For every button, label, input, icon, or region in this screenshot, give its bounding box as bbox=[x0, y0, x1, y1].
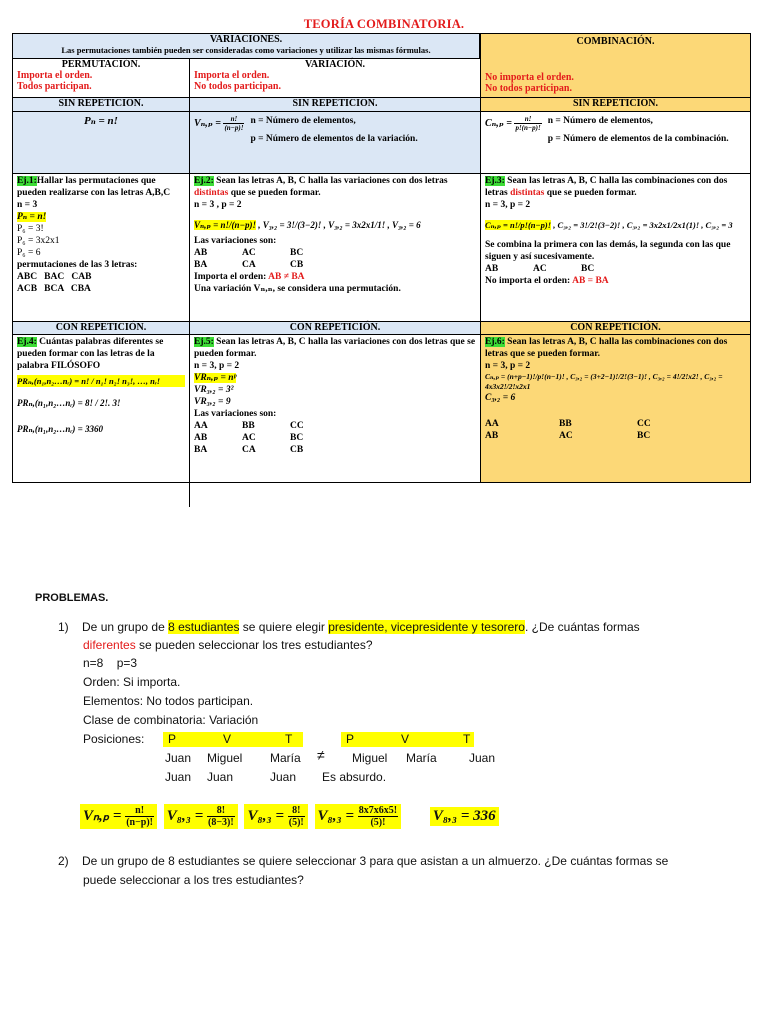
p1-r1-l1: Miguel bbox=[207, 751, 243, 765]
p1-formula-row: Vₙ,ₚ = $\frac{n!}{(n-p)!}$ V₈,₃ = $\frac{8!}{(8-3)!}$ V₈,₃ = $\frac{8!}{(5)!}$ V₈,₃ = $\frac{8x7x6x5!}{(5)!}$ V₈,₃ = 336 bbox=[80, 804, 502, 829]
page-title: TEORÍA COMBINATORIA. bbox=[303, 17, 465, 31]
p2-l2: puede seleccionar a los tres estudiantes? bbox=[83, 873, 304, 887]
ej6-r1-2: CC bbox=[637, 419, 651, 429]
ej3-orden-a: No importa el orden: bbox=[485, 276, 573, 286]
ej1-cell bbox=[13, 174, 189, 322]
con-rep-head-3: CON REPETICIÓN. bbox=[481, 322, 750, 335]
p1-c: . ¿De cuántas formas bbox=[524, 620, 640, 634]
ej2-r1-2: BC bbox=[290, 248, 304, 258]
p2-line1 bbox=[58, 854, 668, 869]
ej6-cell bbox=[481, 335, 750, 482]
ej4-formula3: PRₙ,(n₁,n₂…nᵣ) = 3360 bbox=[17, 424, 104, 434]
p1-r2-l2: Juan bbox=[270, 770, 297, 784]
ej5-f2: VR₃,₂ = 3² bbox=[194, 385, 234, 395]
formula-comb-frac bbox=[514, 115, 541, 132]
formula-comb-cell bbox=[481, 112, 750, 174]
formula-perm-cell bbox=[13, 112, 189, 174]
ej3-text-b: que se pueden formar. bbox=[544, 188, 637, 198]
ej1-l2: P₆ = 3x2x1 bbox=[17, 236, 60, 246]
p1-pvt-left-t: T bbox=[285, 732, 293, 746]
ej3-r1-2: BC bbox=[581, 264, 595, 274]
ej6-np: n = 3, p = 2 bbox=[485, 361, 531, 371]
p1-r2-l1: Juan bbox=[207, 770, 234, 784]
p1-clase: Clase de combinatoria: Variación bbox=[83, 713, 259, 727]
ej3-r1-1: AC bbox=[533, 264, 547, 274]
ej3-tag: Ej.3: bbox=[485, 176, 505, 186]
ej4-formula1: PRₙ,(n₁,n₂…nᵣ) = n! / n₁! n₂! n₃!, …, nᵣ! bbox=[17, 375, 185, 387]
variacion-head: VARIACIÓN. bbox=[304, 59, 366, 70]
ej5-r1-1: BB bbox=[242, 421, 255, 431]
ej6-r2-2: BC bbox=[637, 431, 651, 441]
p1-pvt-right bbox=[341, 732, 474, 747]
formula-perm: Pₙ = n! bbox=[84, 115, 118, 127]
variacion-box bbox=[190, 59, 480, 98]
variacion-line1: Importa el orden. bbox=[194, 70, 270, 81]
formula-var-den: (n−p)! bbox=[224, 124, 244, 132]
ej1-l3: P₆ = 6 bbox=[17, 248, 41, 258]
variaciones-note: Las permutaciones también pueden ser consideradas como variaciones y utilizar las mismas fórmulas. bbox=[61, 45, 431, 55]
p1-absurdo: Es absurdo. bbox=[322, 770, 387, 784]
ej1-text: Hallar las permutaciones que pueden realizarse con las letras A,B,C bbox=[17, 176, 171, 198]
ej1-l1: P₆ = 3! bbox=[17, 224, 44, 234]
column-combinacion bbox=[480, 34, 750, 482]
p1-b: se quiere elegir bbox=[239, 620, 329, 634]
ej2-una: Una variación Vₙ,ₙ, se considera una permutación. bbox=[194, 284, 401, 294]
con-rep-head-1: CON REPETICIÓN. bbox=[13, 322, 189, 335]
ej5-f3: VR₃,₂ = 9 bbox=[194, 397, 231, 407]
ej1-row2: ACB BCA CBA bbox=[17, 284, 91, 294]
ej2-r2-1: CA bbox=[242, 260, 256, 270]
combinacion-line2: No todos participan. bbox=[485, 83, 572, 94]
ej3-np: n = 3, p = 2 bbox=[485, 200, 531, 210]
ej6-r1-0: AA bbox=[485, 419, 499, 429]
ej5-r3-1: CA bbox=[242, 445, 256, 455]
p1-pvt-right-v: V bbox=[401, 732, 410, 746]
permutacion-box bbox=[13, 59, 189, 98]
combinacion-line1: No importa el orden. bbox=[485, 72, 574, 83]
ej1-row1: ABC BAC CAB bbox=[17, 272, 92, 282]
p1-elem: Elementos: No todos participan. bbox=[83, 694, 254, 708]
p1-orden: Orden: Si importa. bbox=[83, 675, 181, 689]
ej2-r1-0: AB bbox=[194, 248, 208, 258]
ej5-son: Las variaciones son: bbox=[194, 409, 277, 419]
ej3-orden-red: AB = BA bbox=[572, 276, 609, 286]
ej2-son: Las variaciones son: bbox=[194, 236, 277, 246]
ej5-r1-0: AA bbox=[194, 421, 208, 431]
problemas-title: PROBLEMAS. bbox=[35, 592, 109, 604]
formula-var-cell bbox=[190, 112, 480, 174]
ej3-cell: Ej.3: Sean las letras A, B, C halla las combinaciones con dos letras distintas que se pueden formar. n = 3, p = 2 Cₙ,ₚ = n!/p!(n−p)! , C₃,₂ = 3!/2!(3−2)! , C₃,₂ = 3x2x1/2x1(1)! , C₃,₂ = 3 Se combina la primera con las demás, la segunda con las que siguen y así sucesivamente. AB AC BC No importa el orden: AB = BA bbox=[481, 174, 750, 322]
ej2-eq: V₃,₂ = 3!/(3−2)! , V₃,₂ = 3x2x1/1! , V₃,₂ = 6 bbox=[262, 220, 421, 230]
ej1-l4: permutaciones de las 3 letras: bbox=[17, 260, 138, 270]
ej5-r1-2: CC bbox=[290, 421, 304, 431]
p1-np: n=8 p=3 bbox=[83, 656, 138, 670]
ej4-tag: Ej.4: bbox=[17, 337, 37, 347]
p1-line1 bbox=[58, 620, 640, 635]
ej5-f1: VRₙ,ₚ = nᵖ bbox=[194, 373, 237, 383]
p1-pvt-left-v: V bbox=[223, 732, 232, 746]
ej2-text-a: Sean las letras A, B, C halla las variaciones con dos letras bbox=[216, 176, 448, 186]
p1-pvt-left-p: P bbox=[168, 732, 177, 746]
ej2-tag: Ej.2: bbox=[194, 176, 214, 186]
p1-h2: presidente, vicepresidente y tesorero bbox=[328, 620, 525, 634]
ej4-text: Cuántas palabras diferentes se pueden formar con las letras de la palabra FILÓSOFO bbox=[17, 337, 164, 371]
formula-comb-p: p = Número de elementos de la combinación. bbox=[547, 134, 729, 144]
formula-comb-num: n! bbox=[514, 115, 541, 124]
formula-var-lhs: Vₙ,ₚ = bbox=[194, 117, 221, 129]
ej5-cell bbox=[190, 335, 480, 482]
ej2-text-b: que se pueden formar. bbox=[228, 188, 321, 198]
formula-var-frac bbox=[223, 115, 244, 132]
sin-rep-head-2: SIN REPETICION. bbox=[190, 98, 480, 112]
combinacion-box bbox=[481, 34, 750, 98]
ej6-tag: Ej.6: bbox=[485, 337, 505, 347]
formula-comb-den: p!(n−p)! bbox=[515, 124, 541, 132]
ej5-r2-2: BC bbox=[290, 433, 304, 443]
column-variacion bbox=[189, 59, 480, 507]
ej3-text-a: Sean las letras A, B, C halla las combinaciones con dos letras bbox=[485, 176, 728, 198]
ej5-r2-1: AC bbox=[242, 433, 256, 443]
ej2-orden-red: AB ≠ BA bbox=[268, 272, 305, 282]
ej5-np: n = 3, p = 2 bbox=[194, 361, 240, 371]
ej3-eq: C₃,₂ = 3!/2!(3−2)! , C₃,₂ = 3x2x1/2x1(1)! , C₃,₂ = 3 bbox=[557, 220, 733, 230]
ej5-r3-0: BA bbox=[194, 445, 208, 455]
ej3-r1-0: AB bbox=[485, 264, 499, 274]
permutacion-head: PERMUTACIÓN. bbox=[61, 59, 141, 70]
ej5-r3-2: CB bbox=[290, 445, 304, 455]
combinatoria-table bbox=[12, 33, 751, 483]
ej5-r2-0: AB bbox=[194, 433, 208, 443]
p1-pos: Posiciones: bbox=[83, 732, 145, 746]
p1-result: V₈,₃ = 336 bbox=[430, 807, 499, 826]
p1-h1: 8 estudiantes bbox=[168, 620, 240, 634]
con-rep-head-2: CON REPETICIÓN. bbox=[190, 322, 480, 335]
formula-comb-n: n = Número de elementos, bbox=[547, 116, 653, 126]
ej6-r2-0: AB bbox=[485, 431, 499, 441]
p1-r2-l0: Juan bbox=[165, 770, 192, 784]
p1-pvt-right-t: T bbox=[463, 732, 471, 746]
combinacion-title: COMBINACIÓN. bbox=[576, 36, 655, 47]
p1-r1-r2: Juan bbox=[469, 751, 496, 765]
ej2-r1-1: AC bbox=[242, 248, 256, 258]
ej3-text-red: distintas bbox=[510, 188, 545, 198]
ej4-cell bbox=[13, 335, 189, 482]
ej5-text: Sean las letras A, B, C halla las variaciones con dos letras que se pueden formar. bbox=[194, 337, 476, 359]
p1-pvt-left bbox=[163, 732, 303, 747]
p1-r1-l2: María bbox=[270, 751, 301, 765]
variaciones-header bbox=[13, 34, 480, 59]
p1-pvt-right-p: P bbox=[346, 732, 355, 746]
p1-red: diferentes bbox=[83, 638, 136, 652]
variaciones-title: VARIACIONES. bbox=[209, 34, 283, 45]
ej2-np: n = 3 , p = 2 bbox=[194, 200, 242, 210]
formula-comb-lhs: Cₙ,ₚ = bbox=[485, 117, 512, 129]
ej6-f2: C₃,₂ = 6 bbox=[485, 393, 516, 403]
p1-d: se pueden seleccionar los tres estudiantes? bbox=[135, 638, 373, 652]
ej3-desc: Se combina la primera con las demás, la segunda con las que siguen y así sucesivamente. bbox=[485, 240, 731, 262]
p1-r1-r1: María bbox=[406, 751, 437, 765]
ej2-orden-a: Importa el orden: bbox=[194, 272, 269, 282]
ej2-cell: Ej.2: Sean las letras A, B, C halla las variaciones con dos letras distintas que se pueden formar. n = 3 , p = 2 Vₙ,ₚ = n!/(n−p)! , V₃,₂ = 3!/(3−2)! , V₃,₂ = 3x2x1/1! , V₃,₂ = 6 Las variaciones son: AB AC BC BA CA CB Importa el orden: AB ≠ BA Una variación Vₙ,ₙ, se considera una permutación. bbox=[190, 174, 480, 322]
p1-line2 bbox=[83, 638, 373, 653]
p2-num: 2) bbox=[58, 854, 69, 868]
p1-r1-r0: Miguel bbox=[352, 751, 388, 765]
sin-rep-head-1: SIN REPETICION. bbox=[13, 98, 189, 112]
formula-var-n: n = Número de elementos, bbox=[250, 116, 356, 126]
ej2-r2-0: BA bbox=[194, 260, 208, 270]
p1-a: De un grupo de bbox=[82, 620, 169, 634]
ej2-text-red: distintas bbox=[194, 188, 229, 198]
ej6-text: Sean las letras A, B, C halla las combinaciones con dos letras que se pueden formar. bbox=[485, 337, 728, 359]
p1-num: 1) bbox=[58, 620, 69, 634]
ej5-tag: Ej.5: bbox=[194, 337, 214, 347]
ej6-r1-1: BB bbox=[559, 419, 572, 429]
ej6-r2-1: AC bbox=[559, 431, 573, 441]
ej1-tag: Ej.1: bbox=[17, 176, 37, 186]
ej4-formula2: PRₙ,(n₁,n₂…nᵣ) = 8! / 2!. 3! bbox=[17, 398, 121, 408]
variacion-line2: No todos participan. bbox=[194, 81, 281, 92]
column-permutacion bbox=[13, 34, 189, 482]
permutacion-line2: Todos participan. bbox=[17, 81, 92, 92]
sin-rep-head-3: SIN REPETICION. bbox=[481, 98, 750, 112]
permutacion-line1: Importa el orden. bbox=[17, 70, 93, 81]
formula-var-p: p = Número de elementos de la variación. bbox=[250, 134, 418, 144]
formula-var-num: n! bbox=[223, 115, 244, 124]
p1-neq: ≠ bbox=[317, 747, 325, 763]
ej2-r2-2: CB bbox=[290, 260, 304, 270]
ej1-formula: Pₙ = n! bbox=[17, 212, 47, 222]
ej6-f1: Cₙ,ₚ = (n+p−1)!/p!(n−1)! , C₃,₂ = (3+2−1)!/2!(3−1)! , C₃,₂ = 4!/2!x2! , C₃,₂ = 4x3x2!/2!x2x1 bbox=[485, 372, 723, 391]
p1-r1-l0: Juan bbox=[165, 751, 192, 765]
ej1-n: n = 3 bbox=[17, 200, 38, 210]
p2-l1: De un grupo de 8 estudiantes se quiere seleccionar 3 para que asistan a un almuerzo. ¿De cuántas formas se bbox=[82, 854, 669, 868]
